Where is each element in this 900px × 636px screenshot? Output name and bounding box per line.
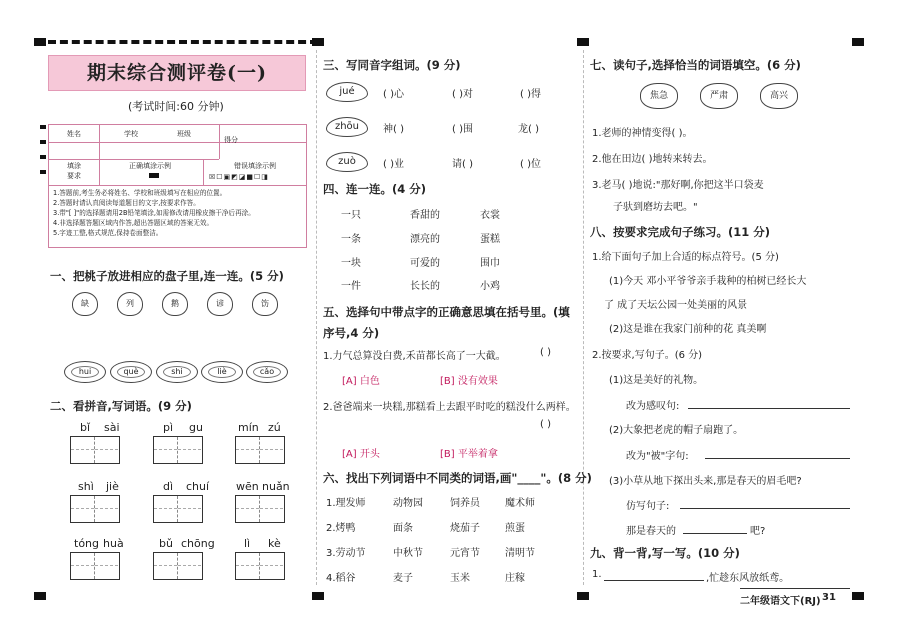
section3-title: 三、写同音字组词。(9 分): [323, 58, 461, 72]
match-word[interactable]: 可爱的: [410, 258, 440, 269]
section9-title: 九、背一背,写一写。(10 分): [590, 546, 740, 560]
poem-text: ,忙趁东风放纸鸢。: [706, 573, 790, 584]
pinyin: pì: [163, 421, 174, 434]
corner-mark: [577, 592, 589, 600]
wrong-example-label: 错误填涂示例: [234, 162, 276, 170]
word-option[interactable]: 中秋节: [393, 548, 423, 559]
peach-icon[interactable]: 饬: [252, 292, 278, 316]
tianzi-grid[interactable]: [235, 436, 285, 464]
match-word[interactable]: 长长的: [410, 281, 440, 292]
column-divider: [583, 50, 584, 585]
word-option[interactable]: 面条: [393, 523, 413, 534]
corner-mark: [34, 592, 46, 600]
footer-rule: [740, 588, 850, 589]
word-bean-icon[interactable]: 严肃: [700, 83, 738, 109]
info-vline: [99, 125, 100, 185]
match-word[interactable]: 围巾: [480, 258, 500, 269]
peach-icon[interactable]: 鹅: [162, 292, 188, 316]
exam-title-text: 期末综合测评卷(一): [87, 62, 267, 84]
match-word[interactable]: 蛋糕: [480, 234, 500, 245]
plate-icon[interactable]: què: [110, 361, 152, 383]
leaf-icon: zhōu: [326, 117, 368, 137]
section1-title: 一、把桃子放进相应的盘子里,连一连。(5 分): [50, 269, 284, 283]
tianzi-grid[interactable]: [70, 495, 120, 523]
question-text: (1)今天 邓小平爷爷亲手栽种的柏树已经长大: [609, 276, 807, 287]
instruction-text: 改为"被"字句:: [626, 451, 689, 462]
blank-item[interactable]: ( )围: [452, 124, 473, 135]
word-option[interactable]: 元宵节: [450, 548, 480, 559]
question-text: 1.老师的神情变得( )。: [592, 128, 693, 139]
pinyin: lì: [244, 537, 251, 550]
peach-icon[interactable]: 谚: [207, 292, 233, 316]
corner-mark: [34, 38, 46, 46]
tianzi-grid[interactable]: [235, 552, 285, 580]
section2-title: 二、看拼音,写词语。(9 分): [50, 399, 192, 413]
word-option[interactable]: 煎蛋: [505, 523, 525, 534]
pinyin: dì: [163, 480, 174, 493]
blank-item[interactable]: 神( ): [383, 124, 404, 135]
word-bean-icon[interactable]: 高兴: [760, 83, 798, 109]
instruction-text: 吧?: [750, 526, 766, 537]
pinyin: chuí: [186, 480, 210, 493]
section7-title: 七、读句子,选择恰当的词语填空。(6 分): [590, 58, 801, 72]
word-option[interactable]: 魔术师: [505, 498, 535, 509]
pinyin: kè: [268, 537, 281, 550]
corner-mark: [577, 38, 589, 46]
question-text: 2.按要求,写句子。(6 分): [592, 350, 703, 361]
leaf-icon: jué: [326, 82, 368, 102]
section8-title: 八、按要求完成句子练习。(11 分): [590, 225, 771, 239]
option-a[interactable]: [A] 开头: [342, 449, 380, 460]
plate-icon[interactable]: shi: [156, 361, 198, 383]
match-word[interactable]: 小鸡: [480, 281, 500, 292]
word-option[interactable]: 玉米: [450, 573, 470, 584]
note-line: 1.答题前,考生务必将姓名、学校和班级填写在相应的位置。: [53, 189, 227, 197]
word-option[interactable]: 饲养员: [450, 498, 480, 509]
section6-title: 六、找出下列词语中不同类的词语,画"____"。(8 分): [323, 471, 592, 485]
match-word[interactable]: 一件: [341, 281, 361, 292]
blank-item[interactable]: ( )心: [383, 89, 404, 100]
match-word[interactable]: 香甜的: [410, 210, 440, 221]
leaf-icon: zuò: [326, 152, 368, 172]
word-option[interactable]: 烧茄子: [450, 523, 480, 534]
footer-grade: 二年级语文下(RJ): [740, 596, 821, 607]
question-text: (1)这是美好的礼物。: [609, 375, 704, 386]
answer-line[interactable]: [680, 508, 850, 509]
tianzi-grid[interactable]: [153, 552, 203, 580]
blank-item[interactable]: ( )得: [520, 89, 541, 100]
score-label: 得分: [224, 136, 238, 144]
section4-title: 四、连一连。(4 分): [323, 182, 427, 196]
word-option[interactable]: 4.稻谷: [326, 573, 356, 584]
school-label: 学校: [124, 130, 138, 138]
exam-notes: [53, 188, 255, 238]
pinyin: huà: [103, 537, 124, 550]
side-mark: [40, 140, 46, 144]
word-option[interactable]: 庄稼: [505, 573, 525, 584]
word-option[interactable]: 麦子: [393, 573, 413, 584]
question-text: (3)小草从地下探出头来,那是春天的眉毛吧?: [609, 476, 802, 487]
exam-title: [48, 55, 306, 91]
note-line: 5.字迹工整,格式规范,保持卷面整洁。: [53, 229, 163, 237]
answer-line[interactable]: [688, 408, 850, 409]
student-info-box: [48, 124, 307, 248]
blank-item[interactable]: ( )对: [452, 89, 473, 100]
pinyin: shì: [78, 480, 94, 493]
pinyin: jiè: [106, 480, 119, 493]
info-vline: [203, 159, 204, 185]
match-word[interactable]: 一块: [341, 258, 361, 269]
blank-item[interactable]: 请( ): [452, 159, 473, 170]
peach-icon[interactable]: 缺: [72, 292, 98, 316]
plate-icon[interactable]: liè: [201, 361, 243, 383]
pinyin: nuǎn: [262, 480, 290, 493]
question-text: (2)大象把老虎的帽子扇跑了。: [609, 425, 744, 436]
word-option[interactable]: 1.理发师: [326, 498, 366, 509]
pinyin: tóng: [74, 537, 99, 550]
pinyin: bǔ: [159, 537, 173, 550]
option-b[interactable]: [B] 平举着拿: [440, 449, 498, 460]
question-text: 了 成了天坛公园一处美丽的风景: [604, 300, 748, 311]
question-text: 2.他在田边( )地转来转去。: [592, 154, 713, 165]
section5-title: 五、选择句中带点字的正确意思填在括号里。(填序号,4 分): [323, 305, 570, 340]
option-b[interactable]: [B] 没有效果: [440, 376, 498, 387]
answer-paren[interactable]: ( ): [540, 419, 551, 430]
instruction-text: 改为感叹句:: [626, 401, 680, 412]
column-divider: [316, 50, 317, 585]
word-option[interactable]: 动物园: [393, 498, 423, 509]
tianzi-grid[interactable]: [153, 436, 203, 464]
pinyin: gu: [189, 421, 203, 434]
match-word[interactable]: 一只: [341, 210, 361, 221]
word-option[interactable]: 清明节: [505, 548, 535, 559]
pinyin: chōng: [181, 537, 215, 550]
word-option[interactable]: 3.劳动节: [326, 548, 366, 559]
corner-mark: [852, 38, 864, 46]
info-row: [49, 125, 306, 143]
question-text: 1.给下面句子加上合适的标点符号。(5 分): [592, 252, 779, 263]
top-dash-border: [48, 40, 318, 44]
correct-example-label: 正确填涂示例: [129, 162, 171, 170]
tianzi-grid[interactable]: [153, 495, 203, 523]
answer-paren[interactable]: ( ): [540, 347, 551, 358]
question-text: 2.爸爸端来一块糕,那糕看上去跟平时吃的糕没什么两样。: [323, 402, 576, 413]
question-number: 1.: [592, 569, 602, 580]
instruction-text: 那是春天的: [626, 526, 676, 537]
corner-mark: [312, 592, 324, 600]
word-option[interactable]: 2.烤鸭: [326, 523, 356, 534]
match-word[interactable]: 衣裳: [480, 210, 500, 221]
page-number: 31: [822, 592, 836, 603]
answer-line[interactable]: [683, 533, 747, 534]
option-a[interactable]: [A] 白色: [342, 376, 380, 387]
note-line: 4.非选择题答题区域内作答,超出答题区域的答案无效。: [53, 219, 214, 227]
plate-icon[interactable]: cǎo: [246, 361, 288, 383]
info-vline: [219, 125, 220, 159]
name-label: 姓名: [67, 130, 81, 138]
fill-req-label: 填涂 要求: [67, 162, 81, 180]
question-text: 1.力气总算没白费,禾苗都长高了一大截。: [323, 351, 506, 362]
filled-mark-icon: [149, 173, 159, 178]
question-text: 子驮到磨坊去吧。": [613, 202, 698, 213]
match-word[interactable]: 一条: [341, 234, 361, 245]
pinyin: wēn: [236, 480, 259, 493]
corner-mark: [852, 592, 864, 600]
question-text: (2)这是谁在我家门前种的花 真美啊: [609, 324, 767, 335]
answer-line[interactable]: [705, 458, 850, 459]
pinyin: mín: [238, 421, 259, 434]
pinyin: sài: [104, 421, 120, 434]
question-text: 3.老马( )地说:"那好啊,你把这半口袋麦: [592, 180, 764, 191]
wrong-marks-icon: ☒☐▣◩◪■☐◨: [209, 173, 269, 181]
info-row-blank[interactable]: [49, 142, 219, 160]
class-label: 班级: [177, 130, 191, 138]
instruction-text: 仿写句子:: [626, 501, 670, 512]
note-line: 3.带"[ ]"的选择题请用2B铅笔填涂,如需修改请用橡皮擦干净后再涂。: [53, 209, 255, 217]
match-word[interactable]: 漂亮的: [410, 234, 440, 245]
blank-item[interactable]: ( )业: [383, 159, 404, 170]
word-bean-icon[interactable]: 焦急: [640, 83, 678, 109]
tianzi-grid[interactable]: [70, 436, 120, 464]
note-line: 2.答题时请认真阅读每道题目的文字,按要求作答。: [53, 199, 200, 207]
fill-requirement-row: [49, 159, 306, 186]
pinyin: bǐ: [80, 421, 91, 434]
pinyin: zú: [268, 421, 281, 434]
side-mark: [40, 155, 46, 159]
answer-line[interactable]: [604, 580, 704, 581]
exam-time: (考试时间:60 分钟): [128, 100, 224, 113]
corner-mark: [312, 38, 324, 46]
side-mark: [40, 170, 46, 174]
side-mark: [40, 125, 46, 129]
peach-icon[interactable]: 列: [117, 292, 143, 316]
plate-icon[interactable]: hui: [64, 361, 106, 383]
blank-item[interactable]: ( )位: [520, 159, 541, 170]
tianzi-grid[interactable]: [70, 552, 120, 580]
blank-item[interactable]: 龙( ): [518, 124, 539, 135]
tianzi-grid[interactable]: [235, 495, 285, 523]
